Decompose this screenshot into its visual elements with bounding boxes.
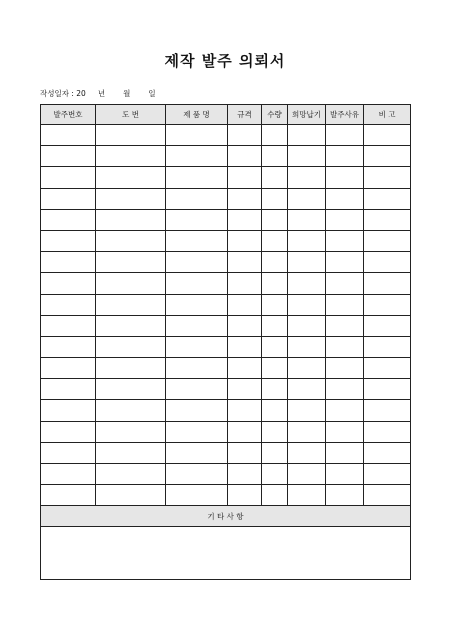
cell-order-number[interactable] bbox=[41, 230, 96, 251]
cell-remarks[interactable] bbox=[364, 442, 411, 463]
cell-quantity[interactable] bbox=[262, 294, 288, 315]
cell-drawing-number[interactable] bbox=[96, 273, 166, 294]
cell-quantity[interactable] bbox=[262, 230, 288, 251]
cell-quantity[interactable] bbox=[262, 146, 288, 167]
cell-remarks[interactable] bbox=[364, 125, 411, 146]
table-row bbox=[41, 294, 411, 315]
cell-order-reason[interactable] bbox=[326, 230, 364, 251]
cell-product-name[interactable] bbox=[166, 379, 228, 400]
table-row bbox=[41, 442, 411, 463]
cell-spec[interactable] bbox=[228, 294, 262, 315]
cell-order-reason[interactable] bbox=[326, 125, 364, 146]
col-product-name: 제 품 명 bbox=[166, 105, 228, 125]
date-month-label: 월 bbox=[123, 89, 131, 98]
cell-desired-delivery[interactable] bbox=[288, 358, 326, 379]
col-order-number: 발주번호 bbox=[41, 105, 96, 125]
cell-spec[interactable] bbox=[228, 315, 262, 336]
cell-order-number[interactable] bbox=[41, 125, 96, 146]
cell-quantity[interactable] bbox=[262, 273, 288, 294]
col-drawing-number: 도 번 bbox=[96, 105, 166, 125]
cell-drawing-number[interactable] bbox=[96, 315, 166, 336]
table-row bbox=[41, 167, 411, 188]
cell-drawing-number[interactable] bbox=[96, 442, 166, 463]
cell-drawing-number[interactable] bbox=[96, 294, 166, 315]
cell-product-name[interactable] bbox=[166, 294, 228, 315]
cell-spec[interactable] bbox=[228, 167, 262, 188]
cell-desired-delivery[interactable] bbox=[288, 273, 326, 294]
document-title: 제작 발주 의뢰서 bbox=[164, 52, 286, 70]
cell-drawing-number[interactable] bbox=[96, 125, 166, 146]
cell-spec[interactable] bbox=[228, 230, 262, 251]
cell-spec[interactable] bbox=[228, 252, 262, 273]
cell-drawing-number[interactable] bbox=[96, 252, 166, 273]
cell-order-number[interactable] bbox=[41, 400, 96, 421]
cell-desired-delivery[interactable] bbox=[288, 485, 326, 506]
cell-drawing-number[interactable] bbox=[96, 336, 166, 357]
cell-order-reason[interactable] bbox=[326, 336, 364, 357]
cell-desired-delivery[interactable] bbox=[288, 336, 326, 357]
cell-quantity[interactable] bbox=[262, 485, 288, 506]
cell-product-name[interactable] bbox=[166, 188, 228, 209]
cell-order-number[interactable] bbox=[41, 485, 96, 506]
cell-product-name[interactable] bbox=[166, 358, 228, 379]
cell-quantity[interactable] bbox=[262, 421, 288, 442]
cell-order-reason[interactable] bbox=[326, 146, 364, 167]
notes-body-row bbox=[41, 527, 411, 580]
cell-order-number[interactable] bbox=[41, 315, 96, 336]
cell-remarks[interactable] bbox=[364, 252, 411, 273]
cell-quantity[interactable] bbox=[262, 358, 288, 379]
cell-remarks[interactable] bbox=[364, 188, 411, 209]
cell-remarks[interactable] bbox=[364, 209, 411, 230]
cell-order-number[interactable] bbox=[41, 358, 96, 379]
notes-field[interactable] bbox=[41, 527, 411, 580]
table-row bbox=[41, 421, 411, 442]
cell-remarks[interactable] bbox=[364, 294, 411, 315]
order-request-table bbox=[40, 104, 411, 580]
cell-order-reason[interactable] bbox=[326, 464, 364, 485]
cell-desired-delivery[interactable] bbox=[288, 421, 326, 442]
cell-remarks[interactable] bbox=[364, 273, 411, 294]
cell-product-name[interactable] bbox=[166, 336, 228, 357]
cell-desired-delivery[interactable] bbox=[288, 209, 326, 230]
cell-spec[interactable] bbox=[228, 442, 262, 463]
cell-product-name[interactable] bbox=[166, 252, 228, 273]
cell-product-name[interactable] bbox=[166, 273, 228, 294]
cell-order-reason[interactable] bbox=[326, 167, 364, 188]
cell-spec[interactable] bbox=[228, 273, 262, 294]
cell-product-name[interactable] bbox=[166, 421, 228, 442]
table-row bbox=[41, 230, 411, 251]
cell-desired-delivery[interactable] bbox=[288, 379, 326, 400]
cell-spec[interactable] bbox=[228, 400, 262, 421]
col-remarks: 비 고 bbox=[364, 105, 411, 125]
cell-order-reason[interactable] bbox=[326, 421, 364, 442]
cell-drawing-number[interactable] bbox=[96, 167, 166, 188]
cell-spec[interactable] bbox=[228, 188, 262, 209]
cell-drawing-number[interactable] bbox=[96, 464, 166, 485]
col-desired-delivery: 희망납기 bbox=[288, 105, 326, 125]
cell-desired-delivery[interactable] bbox=[288, 252, 326, 273]
cell-remarks[interactable] bbox=[364, 315, 411, 336]
cell-order-number[interactable] bbox=[41, 336, 96, 357]
cell-spec[interactable] bbox=[228, 421, 262, 442]
cell-product-name[interactable] bbox=[166, 442, 228, 463]
cell-quantity[interactable] bbox=[262, 336, 288, 357]
cell-quantity[interactable] bbox=[262, 464, 288, 485]
cell-quantity[interactable] bbox=[262, 125, 288, 146]
cell-product-name[interactable] bbox=[166, 464, 228, 485]
table-row bbox=[41, 209, 411, 230]
cell-remarks[interactable] bbox=[364, 464, 411, 485]
col-order-reason: 발주사유 bbox=[326, 105, 364, 125]
cell-order-reason[interactable] bbox=[326, 358, 364, 379]
cell-remarks[interactable] bbox=[364, 400, 411, 421]
cell-desired-delivery[interactable] bbox=[288, 188, 326, 209]
cell-quantity[interactable] bbox=[262, 167, 288, 188]
cell-quantity[interactable] bbox=[262, 379, 288, 400]
cell-desired-delivery[interactable] bbox=[288, 464, 326, 485]
table-row bbox=[41, 379, 411, 400]
table-row bbox=[41, 146, 411, 167]
cell-order-number[interactable] bbox=[41, 188, 96, 209]
date-label: 작성일자 : 20 bbox=[40, 89, 86, 98]
cell-drawing-number[interactable] bbox=[96, 358, 166, 379]
cell-order-number[interactable] bbox=[41, 379, 96, 400]
table-row bbox=[41, 188, 411, 209]
cell-order-number[interactable] bbox=[41, 146, 96, 167]
cell-order-number[interactable] bbox=[41, 273, 96, 294]
cell-remarks[interactable] bbox=[364, 167, 411, 188]
cell-product-name[interactable] bbox=[166, 209, 228, 230]
cell-product-name[interactable] bbox=[166, 485, 228, 506]
cell-order-reason[interactable] bbox=[326, 442, 364, 463]
cell-order-number[interactable] bbox=[41, 442, 96, 463]
cell-spec[interactable] bbox=[228, 146, 262, 167]
cell-quantity[interactable] bbox=[262, 315, 288, 336]
cell-spec[interactable] bbox=[228, 209, 262, 230]
header-row bbox=[41, 105, 411, 125]
cell-remarks[interactable] bbox=[364, 379, 411, 400]
cell-remarks[interactable] bbox=[364, 358, 411, 379]
cell-spec[interactable] bbox=[228, 358, 262, 379]
cell-order-reason[interactable] bbox=[326, 252, 364, 273]
cell-quantity[interactable] bbox=[262, 442, 288, 463]
date-year-label: 년 bbox=[97, 89, 106, 98]
cell-remarks[interactable] bbox=[364, 485, 411, 506]
cell-product-name[interactable] bbox=[166, 230, 228, 251]
cell-quantity[interactable] bbox=[262, 400, 288, 421]
table-row bbox=[41, 252, 411, 273]
cell-quantity[interactable] bbox=[262, 209, 288, 230]
cell-order-number[interactable] bbox=[41, 167, 96, 188]
cell-spec[interactable] bbox=[228, 485, 262, 506]
cell-order-reason[interactable] bbox=[326, 379, 364, 400]
cell-quantity[interactable] bbox=[262, 188, 288, 209]
table-row bbox=[41, 400, 411, 421]
date-line bbox=[40, 88, 156, 99]
cell-desired-delivery[interactable] bbox=[288, 146, 326, 167]
cell-product-name[interactable] bbox=[166, 315, 228, 336]
table-row bbox=[41, 336, 411, 357]
cell-order-reason[interactable] bbox=[326, 400, 364, 421]
cell-product-name[interactable] bbox=[166, 146, 228, 167]
cell-desired-delivery[interactable] bbox=[288, 230, 326, 251]
table-row bbox=[41, 125, 411, 146]
table-row bbox=[41, 315, 411, 336]
col-spec: 규격 bbox=[228, 105, 262, 125]
cell-desired-delivery[interactable] bbox=[288, 400, 326, 421]
cell-order-number[interactable] bbox=[41, 294, 96, 315]
cell-drawing-number[interactable] bbox=[96, 379, 166, 400]
cell-desired-delivery[interactable] bbox=[288, 442, 326, 463]
col-quantity: 수량 bbox=[262, 105, 288, 125]
cell-order-number[interactable] bbox=[41, 209, 96, 230]
cell-drawing-number[interactable] bbox=[96, 400, 166, 421]
cell-order-reason[interactable] bbox=[326, 273, 364, 294]
cell-remarks[interactable] bbox=[364, 421, 411, 442]
cell-spec[interactable] bbox=[228, 464, 262, 485]
cell-product-name[interactable] bbox=[166, 400, 228, 421]
cell-drawing-number[interactable] bbox=[96, 485, 166, 506]
cell-drawing-number[interactable] bbox=[96, 188, 166, 209]
cell-desired-delivery[interactable] bbox=[288, 294, 326, 315]
cell-drawing-number[interactable] bbox=[96, 209, 166, 230]
cell-desired-delivery[interactable] bbox=[288, 315, 326, 336]
cell-remarks[interactable] bbox=[364, 336, 411, 357]
cell-spec[interactable] bbox=[228, 125, 262, 146]
table-row bbox=[41, 358, 411, 379]
table-row bbox=[41, 464, 411, 485]
cell-order-reason[interactable] bbox=[326, 188, 364, 209]
cell-order-reason[interactable] bbox=[326, 209, 364, 230]
cell-spec[interactable] bbox=[228, 379, 262, 400]
cell-desired-delivery[interactable] bbox=[288, 167, 326, 188]
cell-remarks[interactable] bbox=[364, 230, 411, 251]
cell-order-reason[interactable] bbox=[326, 485, 364, 506]
date-day-label: 일 bbox=[148, 89, 156, 98]
cell-quantity[interactable] bbox=[262, 252, 288, 273]
table-row bbox=[41, 273, 411, 294]
cell-order-reason[interactable] bbox=[326, 294, 364, 315]
cell-product-name[interactable] bbox=[166, 125, 228, 146]
cell-drawing-number[interactable] bbox=[96, 146, 166, 167]
cell-drawing-number[interactable] bbox=[96, 421, 166, 442]
cell-remarks[interactable] bbox=[364, 146, 411, 167]
notes-header-row bbox=[41, 506, 411, 527]
table-row bbox=[41, 485, 411, 506]
cell-product-name[interactable] bbox=[166, 167, 228, 188]
cell-order-number[interactable] bbox=[41, 421, 96, 442]
cell-order-number[interactable] bbox=[41, 252, 96, 273]
cell-drawing-number[interactable] bbox=[96, 230, 166, 251]
cell-order-reason[interactable] bbox=[326, 315, 364, 336]
notes-header: 기 타 사 항 bbox=[41, 506, 411, 527]
cell-spec[interactable] bbox=[228, 336, 262, 357]
cell-desired-delivery[interactable] bbox=[288, 125, 326, 146]
cell-order-number[interactable] bbox=[41, 464, 96, 485]
